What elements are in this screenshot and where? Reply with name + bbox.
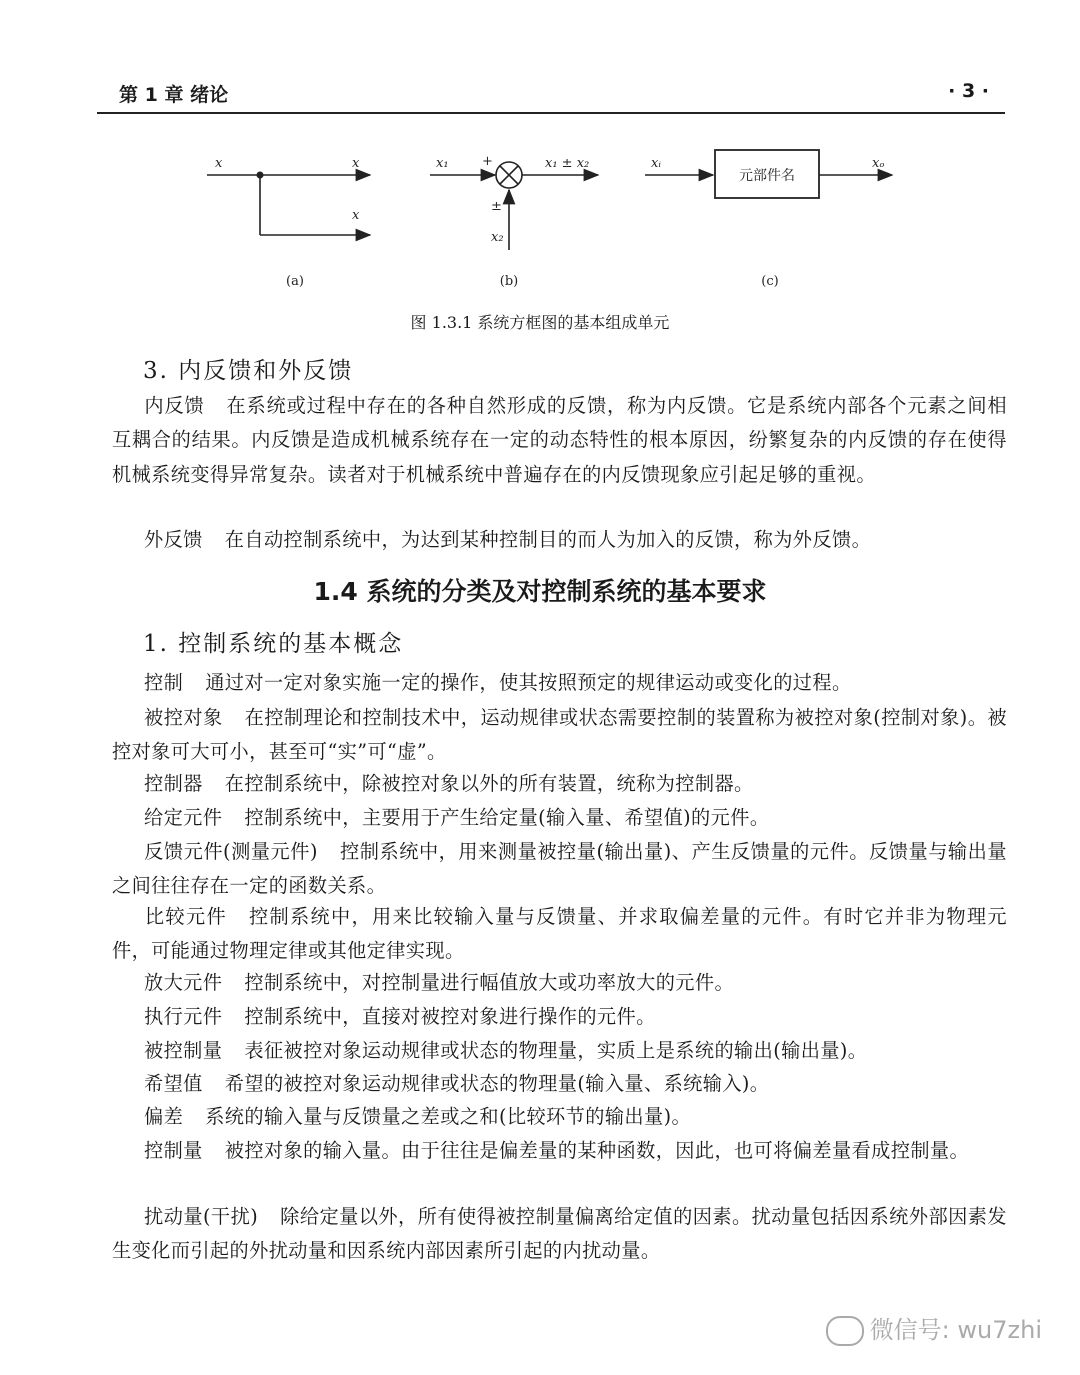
definition-text: 在控制系统中，除被控对象以外的所有装置，统称为控制器。 bbox=[224, 772, 754, 795]
label-b: (b) bbox=[499, 274, 519, 289]
def-comparator bbox=[112, 900, 1007, 969]
def-error bbox=[112, 1100, 1007, 1134]
section-heading-1: 1. 控制系统的基本概念 bbox=[143, 631, 404, 657]
label-c: (c) bbox=[761, 274, 779, 289]
definition-text: 在自动控制系统中，为达到某种控制目的而人为加入的反馈，称为外反馈。 bbox=[224, 528, 872, 551]
term: 反馈元件(测量元件) bbox=[144, 840, 318, 863]
definition-text: 控制系统中，主要用于产生给定量(输入量、希望值)的元件。 bbox=[244, 806, 770, 829]
def-feedback-element bbox=[112, 835, 1007, 904]
diagram-b-summing-point bbox=[430, 154, 598, 250]
definition-text: 希望的被控对象运动规律或状态的物理量(输入量、系统输入)。 bbox=[224, 1072, 770, 1095]
b-x1-label: x₁ bbox=[436, 156, 449, 171]
watermark-text: 微信号: wu7zhi bbox=[869, 1316, 1042, 1344]
diagram-a-branch-point bbox=[207, 156, 370, 235]
a-output-label-2: x bbox=[352, 208, 360, 223]
c-output-label: xₒ bbox=[872, 156, 885, 171]
def-controlled-variable bbox=[112, 1034, 1007, 1068]
wechat-icon bbox=[826, 1316, 864, 1346]
def-desired-value bbox=[112, 1067, 1007, 1101]
definition-text: 控制系统中，对控制量进行幅值放大或功率放大的元件。 bbox=[244, 971, 735, 994]
term: 控制器 bbox=[144, 772, 203, 795]
diagram-c-block bbox=[645, 150, 892, 198]
a-output-label-1: x bbox=[352, 156, 360, 171]
definition-text: 控制系统中，用来比较输入量与反馈量、并求取偏差量的元件。有时它并非为物理元件，可能通过物理定律或其他定律实现。 bbox=[112, 905, 1007, 963]
chapter-title: 第 1 章 绪论 bbox=[119, 84, 229, 106]
definition-text: 控制系统中，直接对被控对象进行操作的元件。 bbox=[244, 1005, 656, 1028]
term: 被控对象 bbox=[144, 706, 223, 729]
term: 放大元件 bbox=[144, 971, 223, 994]
def-control-variable bbox=[112, 1134, 1007, 1168]
term: 控制 bbox=[144, 671, 184, 694]
term: 执行元件 bbox=[144, 1005, 223, 1028]
paragraph-internal-feedback bbox=[112, 389, 1007, 492]
b-pm-sign: ± bbox=[491, 199, 502, 214]
a-input-label: x bbox=[215, 156, 223, 171]
def-reference-element bbox=[112, 801, 1007, 835]
def-controller bbox=[112, 767, 1007, 801]
c-input-label: xᵢ bbox=[651, 156, 661, 171]
definition-text: 表征被控对象运动规律或状态的物理量，实质上是系统的输出(输出量)。 bbox=[244, 1039, 868, 1062]
definition-text: 被控对象的输入量。由于往往是偏差量的某种函数，因此，也可将偏差量看成控制量。 bbox=[224, 1139, 970, 1162]
c-block-label: 元部件名 bbox=[739, 168, 795, 184]
term: 控制量 bbox=[144, 1139, 203, 1162]
label-a: (a) bbox=[286, 274, 304, 289]
def-control bbox=[112, 666, 1007, 700]
definition-text: 系统的输入量与反馈量之差或之和(比较环节的输出量)。 bbox=[205, 1105, 692, 1128]
figure-caption: 图 1.3.1 系统方框图的基本组成单元 bbox=[410, 313, 670, 332]
definition-text: 在控制理论和控制技术中，运动规律或状态需要控制的装置称为被控对象(控制对象)。被控对象可大可小，甚至可“实”可“虚”。 bbox=[112, 706, 1007, 764]
section-heading-1-4: 1.4 系统的分类及对控制系统的基本要求 bbox=[313, 577, 767, 606]
b-output-label: x₁ ± x₂ bbox=[545, 156, 590, 171]
b-x2-label: x₂ bbox=[491, 230, 504, 245]
definition-text: 在系统或过程中存在的各种自然形成的反馈，称为内反馈。它是系统内部各个元素之间相互耦合的结果。内反馈是造成机械系统存在一定的动态特性的根本原因，纷繁复杂的内反馈的存在使得机械系统变得异常复杂。读者对于机械系统中普遍存在的内反馈现象应引起足够的重视。 bbox=[112, 394, 1007, 486]
running-header bbox=[97, 78, 1005, 114]
term: 被控制量 bbox=[144, 1039, 223, 1062]
b-plus-sign: + bbox=[482, 154, 493, 169]
def-amplifier bbox=[112, 966, 1007, 1000]
definition-text: 通过对一定对象实施一定的操作，使其按照预定的规律运动或变化的过程。 bbox=[205, 671, 852, 694]
section-heading-3: 3. 内反馈和外反馈 bbox=[143, 358, 354, 384]
page-number: · 3 · bbox=[948, 80, 989, 102]
term: 希望值 bbox=[144, 1072, 203, 1095]
term: 内反馈 bbox=[144, 394, 205, 417]
def-actuator bbox=[112, 1000, 1007, 1034]
term: 比较元件 bbox=[144, 905, 227, 928]
paragraph-external-feedback bbox=[112, 523, 1007, 557]
term: 外反馈 bbox=[144, 528, 203, 551]
term: 给定元件 bbox=[144, 806, 223, 829]
term: 扰动量(干扰) bbox=[144, 1205, 259, 1228]
def-plant bbox=[112, 701, 1007, 770]
term: 偏差 bbox=[144, 1105, 184, 1128]
figure-svg bbox=[0, 135, 1080, 305]
def-disturbance bbox=[112, 1200, 1007, 1269]
figure-block-diagram-units bbox=[0, 135, 1080, 305]
definition-text: 控制系统中，用来测量被控量(输出量)、产生反馈量的元件。反馈量与输出量之间往往存在一定的函数关系。 bbox=[112, 840, 1007, 898]
wechat-watermark bbox=[826, 1310, 1042, 1346]
definition-text: 除给定量以外，所有使得被控制量偏离给定值的因素。扰动量包括因系统外部因素发生变化而引起的外扰动量和因系统内部因素所引起的内扰动量。 bbox=[112, 1205, 1007, 1263]
